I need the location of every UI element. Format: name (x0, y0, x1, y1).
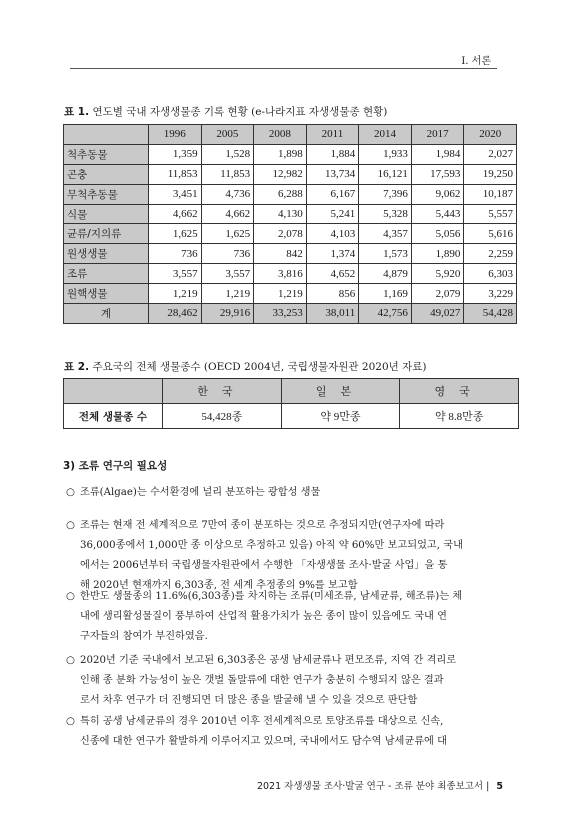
year-header: 2011 (306, 125, 359, 145)
table-row (64, 264, 517, 284)
count-cell: 736 (201, 244, 254, 264)
count-cell: 38,011 (306, 304, 359, 324)
count-cell: 6,167 (306, 184, 359, 204)
count-cell: 1,359 (149, 144, 202, 164)
row-category-label: 식물 (64, 204, 149, 224)
table-row (64, 244, 517, 264)
count-cell: 2,259 (464, 244, 517, 264)
count-cell: 3,557 (149, 264, 202, 284)
bullet-marker: ○ (66, 591, 75, 602)
bullet-text-line: 36,000종에서 1,000만 종 이상으로 추정하고 있음) 아직 약 60%만 보고되었고, 국내 (80, 540, 463, 551)
bullet-text-line: 인해 종 분화 가능성이 높은 갯벌 돌말류에 대한 연구가 충분히 수행되지 않은 결과 (80, 675, 444, 686)
table-total-row (64, 304, 517, 324)
count-cell: 5,616 (464, 224, 517, 244)
row-category-label: 원핵생물 (64, 284, 149, 304)
count-cell: 1,884 (306, 144, 359, 164)
count-cell: 17,593 (411, 164, 464, 184)
table-row (64, 164, 517, 184)
table2-row-name: 전체 생물종 수 (64, 404, 163, 429)
bullet-item (66, 516, 463, 596)
row-category-label: 무척추동물 (64, 184, 149, 204)
count-cell: 9,062 (411, 184, 464, 204)
count-cell: 1,528 (201, 144, 254, 164)
count-cell: 7,396 (359, 184, 412, 204)
table-row (64, 204, 517, 224)
count-cell: 3,816 (254, 264, 307, 284)
count-cell: 4,130 (254, 204, 307, 224)
year-header: 2014 (359, 125, 412, 145)
count-cell: 1,890 (411, 244, 464, 264)
bullet-text-line: 내에 생리활성물질이 풍부하여 산업적 활용가치가 높은 종이 많이 있음에도 국내 연 (80, 611, 447, 622)
count-cell: 1,374 (306, 244, 359, 264)
year-header: 1996 (149, 125, 202, 145)
count-cell: 3,229 (464, 284, 517, 304)
country-header: 한국 (163, 379, 282, 404)
table-row (64, 184, 517, 204)
count-cell: 1,898 (254, 144, 307, 164)
count-cell: 3,451 (149, 184, 202, 204)
bullet-text-line: 2020년 기준 국내에서 보고된 6,303종은 공생 남세균류나 편모조류, 지역 간 격리로 (80, 655, 457, 666)
header-rule (70, 68, 497, 69)
page-footer (257, 778, 503, 792)
count-cell: 5,557 (464, 204, 517, 224)
count-cell: 856 (306, 284, 359, 304)
count-cell: 4,357 (359, 224, 412, 244)
count-cell: 28,462 (149, 304, 202, 324)
count-cell: 1,219 (149, 284, 202, 304)
bullet-text-line: 신종에 대한 연구가 활발하게 이루어지고 있으며, 국내에서도 담수역 남세균류에 대 (80, 736, 447, 747)
page-number: 5 (496, 781, 503, 792)
bullet-marker: ○ (66, 487, 75, 498)
table-row (64, 284, 517, 304)
running-header: Ⅰ. 서론 (461, 56, 491, 67)
row-category-label: 계 (64, 304, 149, 324)
count-cell: 11,853 (201, 164, 254, 184)
year-header: 2020 (464, 125, 517, 145)
bullet-item (66, 483, 320, 503)
country-species-table (63, 378, 519, 429)
count-cell: 5,443 (411, 204, 464, 224)
table1-header-row (64, 125, 517, 145)
row-category-label: 조류 (64, 264, 149, 284)
table2-caption (64, 359, 427, 374)
footer-separator: | (486, 781, 490, 792)
table2-header-row (64, 379, 519, 404)
count-cell: 4,103 (306, 224, 359, 244)
count-cell: 3,557 (201, 264, 254, 284)
count-cell: 842 (254, 244, 307, 264)
count-cell: 6,303 (464, 264, 517, 284)
count-cell: 11,853 (149, 164, 202, 184)
bullet-item (66, 651, 456, 711)
count-cell: 49,027 (411, 304, 464, 324)
count-cell: 1,573 (359, 244, 412, 264)
bullet-text-line: 해 2020년 현재까지 6,303종, 전 세계 추정종의 9%를 보고함 (80, 580, 358, 591)
count-cell: 4,736 (201, 184, 254, 204)
table1-label: 표 1. (64, 106, 90, 118)
year-header: 2017 (411, 125, 464, 145)
table1-corner-cell (64, 125, 149, 145)
count-cell: 5,328 (359, 204, 412, 224)
count-cell: 33,253 (254, 304, 307, 324)
count-cell: 10,187 (464, 184, 517, 204)
table1-caption (64, 104, 387, 119)
bullet-text-line: 구자들의 참여가 부진하였음. (80, 631, 208, 642)
bullet-text-line: 특히 공생 남세균류의 경우 2010년 이후 전세계적으로 토양조류를 대상으로 신속, (80, 716, 444, 727)
count-cell: 16,121 (359, 164, 412, 184)
count-cell: 4,662 (149, 204, 202, 224)
species-records-table (63, 124, 517, 324)
bullet-item (66, 587, 462, 647)
count-cell: 1,219 (201, 284, 254, 304)
count-cell: 42,756 (359, 304, 412, 324)
count-cell: 1,169 (359, 284, 412, 304)
count-cell: 19,250 (464, 164, 517, 184)
country-header: 영국 (400, 379, 519, 404)
section-heading: 3) 조류 연구의 필요성 (63, 460, 168, 472)
count-cell: 12,982 (254, 164, 307, 184)
count-cell: 54,428 (464, 304, 517, 324)
table2-caption-text: 주요국의 전체 생물종수 (OECD 2004년, 국립생물자원관 2020년 자료) (92, 361, 427, 373)
species-count-cell: 54,428종 (163, 404, 282, 429)
bullet-marker: ○ (66, 655, 75, 666)
bullet-marker: ○ (66, 520, 75, 531)
row-category-label: 곤충 (64, 164, 149, 184)
count-cell: 1,219 (254, 284, 307, 304)
count-cell: 4,662 (201, 204, 254, 224)
country-header: 일본 (281, 379, 400, 404)
bullet-item (66, 712, 447, 752)
row-category-label: 균류/지의류 (64, 224, 149, 244)
count-cell: 1,625 (201, 224, 254, 244)
year-header: 2005 (201, 125, 254, 145)
count-cell: 4,879 (359, 264, 412, 284)
count-cell: 1,933 (359, 144, 412, 164)
table1-caption-text: 연도별 국내 자생생물종 기록 현황 (e-나라지표 자생생물종 현황) (92, 106, 388, 118)
table-row (64, 224, 517, 244)
bullet-text-line: 에서는 2006년부터 국립생물자원관에서 수행한 「자생생물 조사·발굴 사업」을 통 (80, 560, 448, 571)
table-row (64, 144, 517, 164)
count-cell: 5,920 (411, 264, 464, 284)
count-cell: 2,079 (411, 284, 464, 304)
year-header: 2008 (254, 125, 307, 145)
species-count-cell: 약 9만종 (281, 404, 400, 429)
count-cell: 1,984 (411, 144, 464, 164)
count-cell: 13,734 (306, 164, 359, 184)
row-category-label: 척추동물 (64, 144, 149, 164)
row-category-label: 원생생물 (64, 244, 149, 264)
count-cell: 5,241 (306, 204, 359, 224)
count-cell: 5,056 (411, 224, 464, 244)
bullet-text-line: 로서 차후 연구가 더 진행되면 더 많은 종을 발굴해 낼 수 있을 것으로 판단함 (80, 695, 418, 706)
table2-label: 표 2. (64, 361, 90, 373)
count-cell: 2,027 (464, 144, 517, 164)
count-cell: 736 (149, 244, 202, 264)
count-cell: 4,652 (306, 264, 359, 284)
bullet-marker: ○ (66, 716, 75, 727)
count-cell: 6,288 (254, 184, 307, 204)
count-cell: 1,625 (149, 224, 202, 244)
count-cell: 2,078 (254, 224, 307, 244)
footer-title: 2021 자생생물 조사·발굴 연구 - 조류 분야 최종보고서 (256, 781, 484, 792)
bullet-text-line: 조류(Algae)는 수서환경에 널리 분포하는 광합성 생물 (80, 487, 321, 498)
bullet-text-line: 한반도 생물종의 11.6%(6,303종)를 차지하는 조류(미세조류, 남세균류, 해조류)는 체 (80, 591, 463, 602)
species-count-cell: 약 8.8만종 (400, 404, 519, 429)
table2-data-row (64, 404, 519, 429)
table2-corner-cell (64, 379, 163, 404)
bullet-text-line: 조류는 현재 전 세계적으로 7만여 종이 분포하는 것으로 추정되지만(연구자에 따라 (80, 520, 445, 531)
count-cell: 29,916 (201, 304, 254, 324)
